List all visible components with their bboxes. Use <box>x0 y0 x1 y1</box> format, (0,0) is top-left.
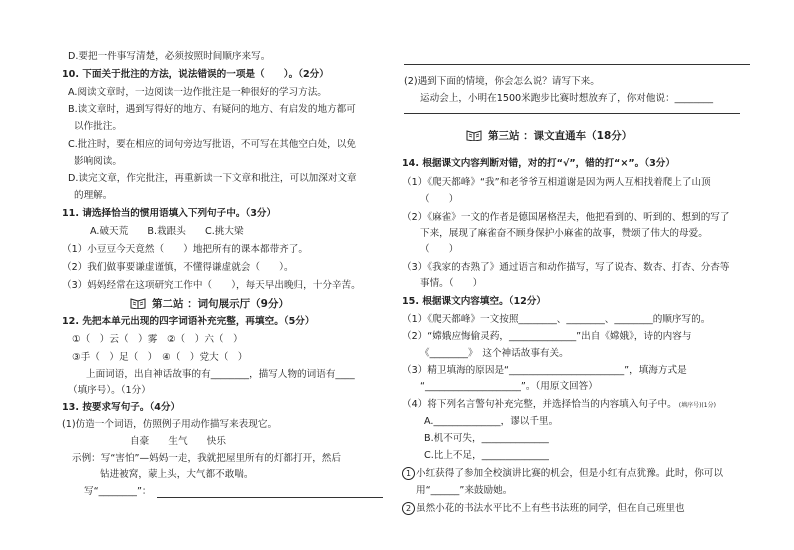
q15-item-2-cont: 《________》 这个神话故事有关。 <box>420 348 569 359</box>
q10-option-d: D.读完文章，作完批注，再重新读一下文章和批注，可以加深对文章 <box>68 173 357 184</box>
q11-item-2: （2）我们做事要谦虚谨慎，不懂得谦虚就会（ ）。 <box>62 262 294 273</box>
q15-item-4-scene-1-text: 小红获得了参加全校演讲比赛的机会，但是小红有点犹豫。此时，你可以 <box>416 468 723 479</box>
q15-item-2: （2）“嫦娥应悔偷灵药，______________”出自《嫦娥》，诗的内容与 <box>402 331 692 342</box>
q13-example: 示例：写“害怕”—妈妈一走，我就把屋里所有的灯都打开，然后 <box>72 453 341 464</box>
q15-item-4-a: A.______________，谬以千里。 <box>424 416 559 427</box>
q13-answer-line-top[interactable] <box>404 64 750 65</box>
q13-sub-2-answer-line[interactable] <box>404 113 740 114</box>
q14-item-2-blank: （ ） <box>420 244 459 255</box>
q11-title: 11. 请选择恰当的惯用语填入下列句子中。（3分） <box>62 208 277 219</box>
book-icon <box>130 297 146 309</box>
q13-answer-line[interactable] <box>157 497 383 498</box>
q14-item-1: （1）《爬天都峰》“我”和老爷爷互相道谢是因为两人互相找着爬上了山顶 <box>402 177 711 188</box>
q15-item-4-scene-2-text: 虽然小花的书法水平比不上有些书法班的同学，但在自己班里也 <box>416 503 685 514</box>
q13-title: 13. 按要求写句子。（4分） <box>62 402 181 413</box>
q15-item-4 <box>402 398 716 413</box>
section-3-header <box>466 128 632 144</box>
section-2-title: 第二站 ：词句展示厅（9分） <box>152 298 289 310</box>
q13-sub-2: (2)遇到下面的情境，你会怎么说？请写下来。 <box>404 76 600 87</box>
q14-item-2: （2）《麻雀》一文的作者是德国屠格涅夫，他把看到的、听到的、想到的写了 <box>402 212 730 223</box>
q10-option-c-cont: 影响阅读。 <box>74 156 122 167</box>
q12-fill: 上面词语，出自神话故事的有________，描写人物的词语有____ <box>86 369 355 380</box>
section-2-header <box>130 296 289 312</box>
q11-choices: A.破天荒 B.栽跟头 C.挑大梁 <box>90 226 244 237</box>
q14-item-3: （3）《我家的杏熟了》通过语言和动作描写，写了说杏、数杏、打杏、分杏等 <box>402 262 730 273</box>
q15-title: 15. 根据课文内容填空。（12分） <box>402 296 547 307</box>
q14-item-2-cont: 下来，展现了麻雀奋不顾身保护小麻雀的故事，赞颂了伟大的母爱。 <box>420 228 708 239</box>
q10-option-c: C.批注时，要在相应的词句旁边写批语，不可写在其他空白处，以免 <box>68 139 356 150</box>
q13-write-label: 写“________”： <box>84 486 152 497</box>
book-icon <box>466 129 482 141</box>
q11-item-1: （1）小豆豆今天竟然（ ）地把所有的课本都带齐了。 <box>62 244 308 255</box>
q13-example-cont: 钻进被窝，蒙上头，大气都不敢喘。 <box>100 469 254 480</box>
q13-sub-1: (1)仿造一个词语，仿照例子用动作描写来表现它。 <box>62 419 278 430</box>
q14-item-1-blank: （ ） <box>420 194 459 205</box>
q10-option-b-cont: 以作批注。 <box>74 121 122 132</box>
q14-title: 14. 根据课文内容判断对错，对的打“√”，错的打“×”。（3分） <box>402 158 675 169</box>
q15-item-4-text: （4）将下列名言警句补充完整，并选择恰当的内容填入句子中。 <box>402 399 677 410</box>
q12-title: 12. 先把本单元出现的四字词语补充完整，再填空。（5分） <box>62 316 315 327</box>
q12-row-2: ③手（ ）足（ ） ④（ ）党大（ ） <box>72 352 248 363</box>
q10-title: 10. 下面关于批注的方法，说法错误的一项是（ ）。（2分） <box>62 69 329 80</box>
q14-item-3-cont: 事情。（ ） <box>420 278 483 289</box>
circle-number-2: 2 <box>402 502 415 515</box>
q10-option-a: A.阅读文章时，一边阅读一边作批注是一种很好的学习方法。 <box>68 87 327 98</box>
q13-sub-2-scene: 运动会上，小明在1500米跑步比赛时想放弃了，你对他说：________ <box>420 93 714 104</box>
q15-item-4-note: (填序号)(1分) <box>678 402 716 409</box>
q15-item-4-b: B.机不可失，______________ <box>424 433 549 444</box>
q15-item-3: （3）精卫填海的原因是“________________________”，填海方式是 <box>402 365 687 376</box>
q10-option-b: B.读文章时，遇到写得好的地方、有疑问的地方、有启发的地方都可 <box>68 104 356 115</box>
section-3-title: 第三站 ：课文直通车（18分） <box>488 130 633 142</box>
q15-item-4-scene-2 <box>402 502 685 516</box>
q15-item-3-cont: “____________________”。（用原文回答） <box>420 381 598 392</box>
q12-row-1: ①（ ）云（ ）雾 ②（ ）六（ ） <box>72 334 243 345</box>
q13-words: 自豪 生气 快乐 <box>130 436 226 447</box>
q15-item-4-c: C.比上不足，______________ <box>424 450 549 461</box>
q12-fill-cont: （填序号）。（1分） <box>68 385 151 396</box>
circle-number-1: 1 <box>402 467 415 480</box>
q10-option-d-cont: 的理解。 <box>74 190 113 201</box>
q11-item-3: （3）妈妈经常在这项研究工作中（ ），每天早出晚归，十分辛苦。 <box>62 280 361 291</box>
q15-item-4-scene-1 <box>402 467 723 481</box>
q15-item-4-scene-1-cont: 用“______”来鼓励她。 <box>416 485 513 496</box>
q9-option-d: D.要把一件事写清楚，必须按照时间顺序来写。 <box>68 51 271 62</box>
q15-item-1: （1）《爬天都峰》一文按照________、________、________的顺序写的。 <box>402 314 711 325</box>
